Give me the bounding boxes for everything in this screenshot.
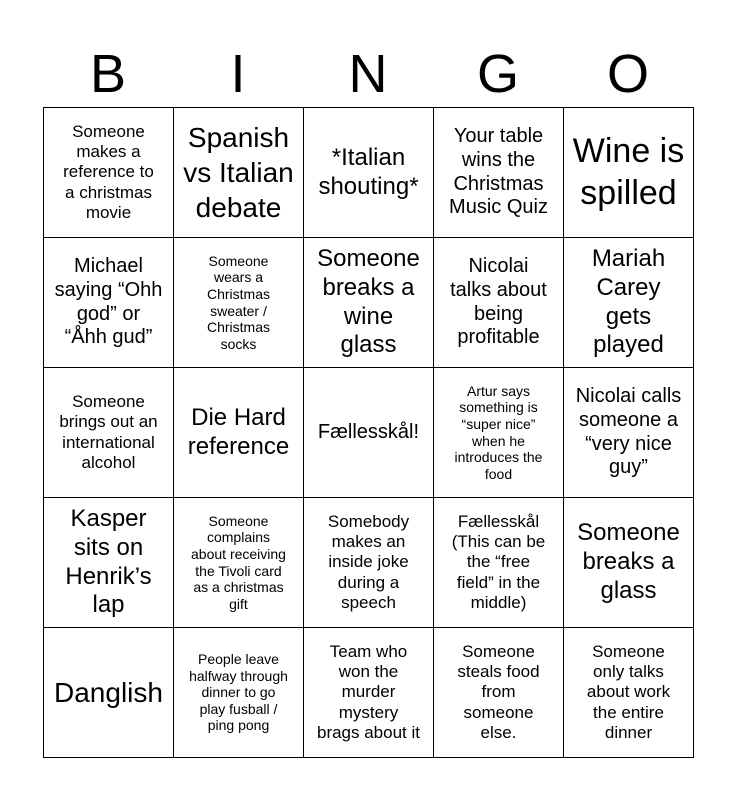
- bingo-cell[interactable]: Someone complains about receiving the Tivoli card as a christmas gift: [174, 498, 304, 628]
- bingo-cell[interactable]: Someone steals food from someone else.: [434, 628, 564, 758]
- bingo-cell[interactable]: Someone wears a Christmas sweater / Christmas socks: [174, 238, 304, 368]
- bingo-cell[interactable]: Kasper sits on Henrik’s lap: [44, 498, 174, 628]
- bingo-cell[interactable]: Nicolai talks about being profitable: [434, 238, 564, 368]
- bingo-cell[interactable]: Someone breaks a wine glass: [304, 238, 434, 368]
- bingo-board: [43, 107, 694, 758]
- header-letter-b: B: [89, 44, 127, 104]
- bingo-cell[interactable]: Wine is spilled: [564, 108, 694, 238]
- bingo-cell[interactable]: Fællesskål (This can be the “free field” in the middle): [434, 498, 564, 628]
- bingo-cell[interactable]: Spanish vs Italian debate: [174, 108, 304, 238]
- bingo-cell[interactable]: Someone only talks about work the entire dinner: [564, 628, 694, 758]
- bingo-cell[interactable]: Your table wins the Christmas Music Quiz: [434, 108, 564, 238]
- bingo-cell[interactable]: Danglish: [44, 628, 174, 758]
- bingo-cell-free[interactable]: Fællesskål!: [304, 368, 434, 498]
- bingo-cell[interactable]: *Italian shouting*: [304, 108, 434, 238]
- header-letter-o: O: [606, 44, 649, 104]
- header-letter-i: I: [230, 44, 246, 104]
- bingo-cell[interactable]: Die Hard reference: [174, 368, 304, 498]
- bingo-cell[interactable]: Someone brings out an international alcohol: [44, 368, 174, 498]
- bingo-cell[interactable]: Nicolai calls someone a “very nice guy”: [564, 368, 694, 498]
- bingo-cell[interactable]: Team who won the murder mystery brags about it: [304, 628, 434, 758]
- bingo-cell[interactable]: Mariah Carey gets played: [564, 238, 694, 368]
- bingo-header: [43, 40, 693, 108]
- bingo-cell[interactable]: Someone breaks a glass: [564, 498, 694, 628]
- bingo-cell[interactable]: Someone makes a reference to a christmas movie: [44, 108, 174, 238]
- bingo-cell[interactable]: Michael saying “Ohh god” or “Åhh gud”: [44, 238, 174, 368]
- bingo-cell[interactable]: Artur says something is “super nice” when he introduces the food: [434, 368, 564, 498]
- header-letter-g: G: [476, 44, 519, 104]
- header-letter-n: N: [348, 44, 388, 104]
- bingo-cell[interactable]: People leave halfway through dinner to go play fusball / ping pong: [174, 628, 304, 758]
- bingo-cell[interactable]: Somebody makes an inside joke during a speech: [304, 498, 434, 628]
